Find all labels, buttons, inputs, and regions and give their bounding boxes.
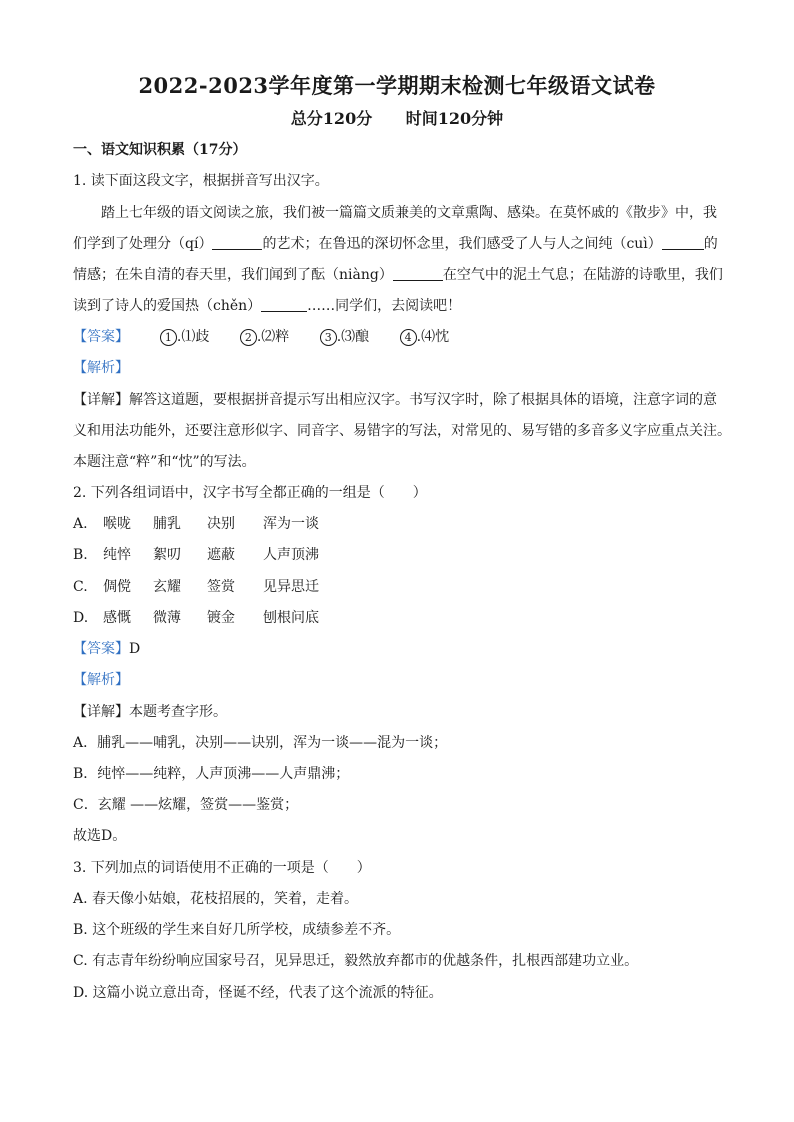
q1-answer-2: 2 .⑵粹 xyxy=(240,329,289,345)
q3-stem: 3. 下列加点的词语使用不正确的一项是（ ） xyxy=(73,860,371,876)
q2-answer xyxy=(73,639,733,659)
analysis-tag: 【解析】 xyxy=(73,672,129,688)
q1-stem: 1. 读下面这段文字，根据拼音写出汉字。 xyxy=(73,173,329,189)
q2-detail-b: B．纯悴——纯粹，人声顶沸——人声鼎沸； xyxy=(73,766,350,782)
q1-detail-line-2: 义和用法功能外，还要注意形似字、同音字、易错字的写法，对常见的、易写错的多音多义字应重点关注。 xyxy=(73,423,731,439)
q2-option-d: D. 感慨 微薄 镀金 刨根问底 xyxy=(73,610,319,626)
q2-option-b: B. 纯悴 絮叨 遮蔽 人声顶沸 xyxy=(73,547,319,563)
q1-para-line-4: 读到了诗人的爱国热（chěn） ……同学们，去阅读吧！ xyxy=(73,298,462,314)
analysis-tag: 【解析】 xyxy=(73,360,129,376)
q1-detail-line-3: 本题注意“粹”和“忱”的写法。 xyxy=(73,454,256,470)
q1-answer-3: 3 .⑶酿 xyxy=(320,329,369,345)
q2-answer-value: D xyxy=(129,641,141,657)
q1-blank-4 xyxy=(261,297,307,312)
page-title: 2022-2023学年度第一学期期末检测七年级语文试卷 xyxy=(138,73,656,98)
q3-option-c: C. 有志青年纷纷响应国家号召，见异思迁，毅然放弃都市的优越条件，扎根西部建功立业。 xyxy=(73,953,639,969)
q1-para-line-3: 情感；在朱自清的春天里，我们闻到了酝（niàng） 在空气中的泥土气息；在陆游的诗歌里，我们 xyxy=(73,267,723,283)
q2-detail-line-1: 【详解】本题考查字形。 xyxy=(73,704,227,720)
q1-answer xyxy=(73,327,733,347)
q3-option-a: A. 春天像小姑娘，花枝招展的，笑着，走着。 xyxy=(73,891,359,907)
section-heading: 一、语文知识积累（17分） xyxy=(73,142,247,158)
q1-answer-4: 4 .⑷忱 xyxy=(400,329,449,345)
q2-detail-a: A．脯乳——哺乳，决别——诀别，浑为一谈——混为一谈； xyxy=(73,735,448,751)
q1-detail-line-1: 【详解】解答这道题，要根据拼音提示写出相应汉字。书写汉字时，除了根据具体的语境，注意字词的意 xyxy=(73,392,717,408)
q1-answer-1: 1 .⑴歧 xyxy=(160,329,209,345)
exam-info xyxy=(0,106,794,129)
q2-conclusion: 故选D。 xyxy=(73,828,127,844)
q2-detail-c: C．玄耀 ——炫耀，签赏——鉴赏； xyxy=(73,797,299,813)
q2-stem: 2. 下列各组词语中，汉字书写全都正确的一组是（ ） xyxy=(73,485,427,501)
q3-option-d: D. 这篇小说立意出奇，怪诞不经，代表了这个流派的特征。 xyxy=(73,985,443,1001)
q2-option-a: A. 喉咙 脯乳 决别 浑为一谈 xyxy=(73,516,319,532)
q1-blank-3 xyxy=(393,266,443,281)
q3-option-b: B. 这个班级的学生来自好几所学校，成绩参差不齐。 xyxy=(73,922,401,938)
q1-blank-1 xyxy=(212,235,262,250)
answer-tag: 【答案】 xyxy=(73,329,129,345)
q1-para-line-1: 踏上七年级的语文阅读之旅，我们被一篇篇文质兼美的文章熏陶、感染。在莫怀戚的《散步》中，我 xyxy=(101,205,717,221)
q1-blank-2 xyxy=(662,235,704,250)
total-score: 总分120分 xyxy=(290,109,373,128)
answer-tag: 【答案】 xyxy=(73,641,129,657)
exam-time: 时间120分钟 xyxy=(405,109,504,128)
q2-option-c: C. 倜傥 玄耀 签赏 见异思迁 xyxy=(73,579,319,595)
q1-para-line-2: 们学到了处理分（qí） 的艺术；在鲁迅的深切怀念里，我们感受了人与人之间纯（cuì） 的 xyxy=(73,236,718,252)
